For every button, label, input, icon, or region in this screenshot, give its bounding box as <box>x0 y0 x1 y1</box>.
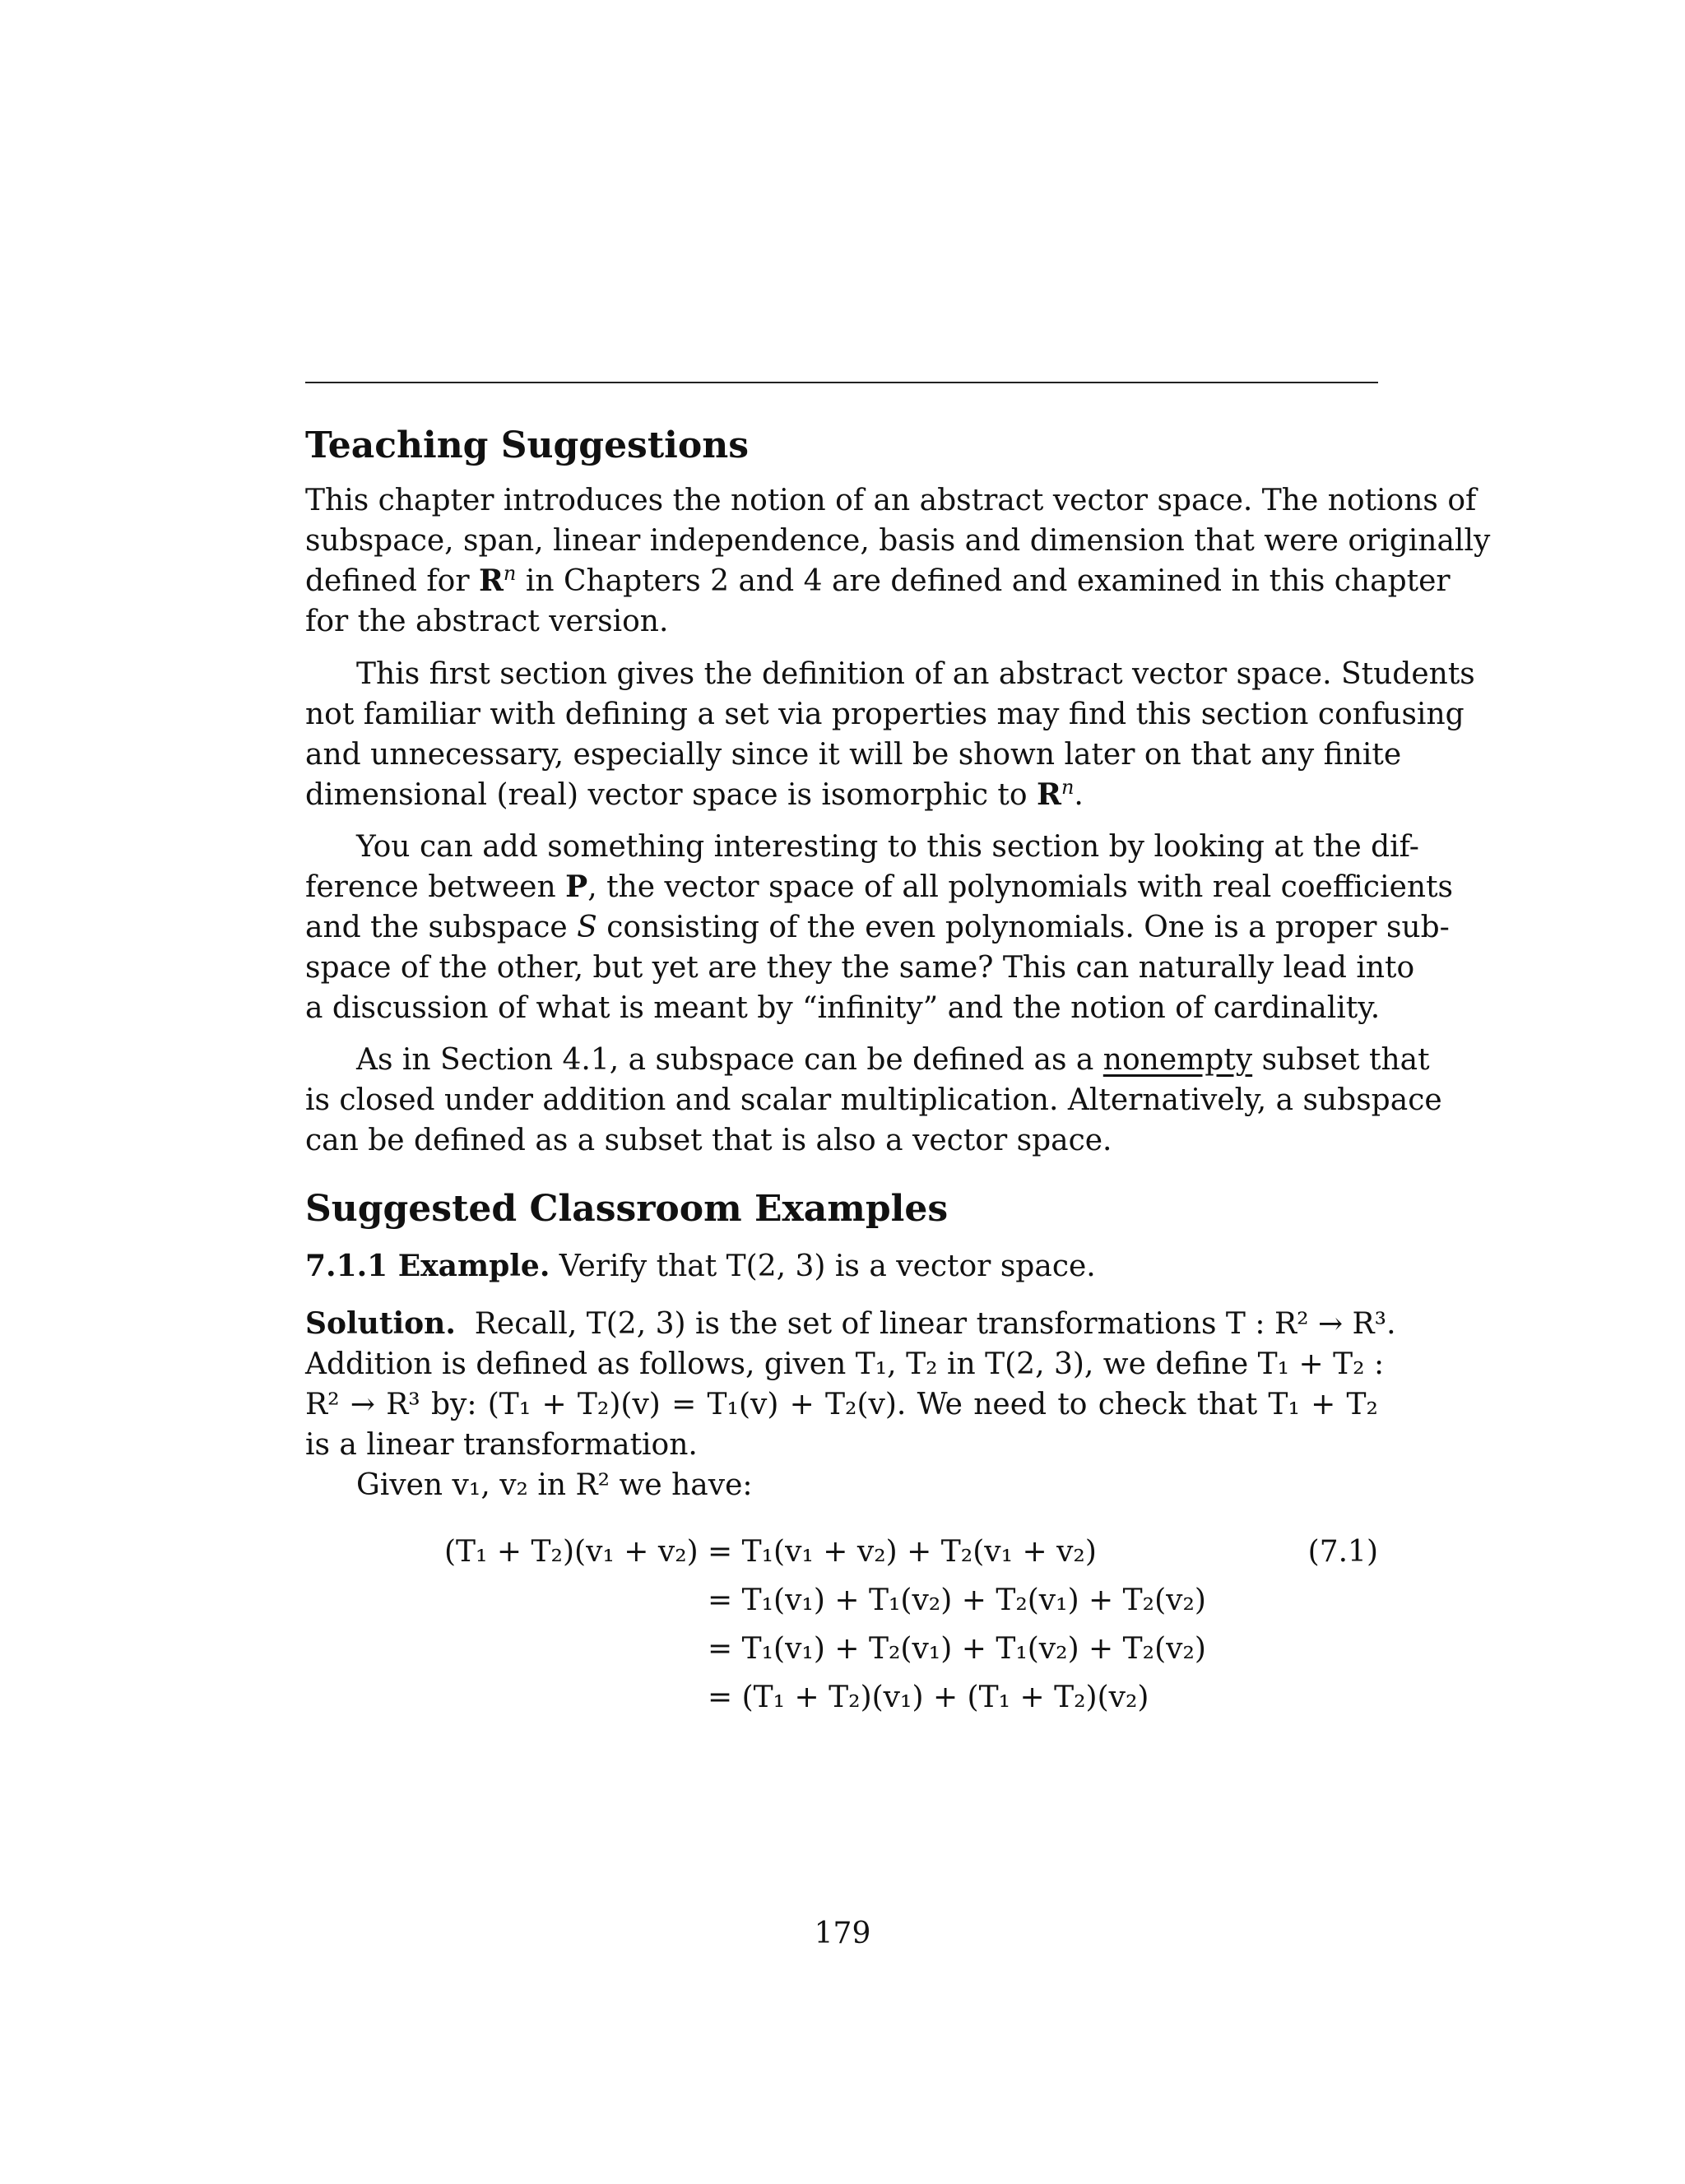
section-heading-teaching-suggestions: Teaching Suggestions <box>305 424 749 466</box>
text-line: subspace, span, linear independence, basis and dimension that were originally <box>305 524 1491 558</box>
top-rule <box>305 382 1378 383</box>
page-number: 179 <box>814 1917 871 1950</box>
equation-row: = T₁(v₁ + v₂) + T₂(v₁ + v₂) <box>708 1535 1097 1569</box>
text-line: As in Section 4.1, a subspace can be defined as a nonempty subset that <box>356 1043 1430 1077</box>
section-heading-classroom-examples: Suggested Classroom Examples <box>305 1188 949 1230</box>
paragraph-subspace <box>305 1040 1442 1161</box>
text-line: and the subspace S consisting of the even polynomials. One is a proper sub- <box>305 911 1450 944</box>
text-line: dimensional (real) vector space is isomorphic to $R^n$. <box>305 776 1084 812</box>
text-line: You can add something interesting to this section by looking at the dif- <box>356 830 1419 864</box>
text-line: space of the other, but yet are they the same? This can naturally lead into <box>305 951 1415 985</box>
text-line: Addition is defined as follows, given T₁, T₂ in T(2, 3), we define T₁ + T₂ : <box>305 1347 1385 1381</box>
text-line: R² → R³ by: (T₁ + T₂)(v) = T₁(v) + T₂(v). We need to check that T₁ + T₂ <box>305 1388 1378 1421</box>
paragraph-definition <box>305 654 1475 815</box>
text-line: is a linear transformation. <box>305 1428 698 1462</box>
text-line: a discussion of what is meant by “infinity” and the notion of cardinality. <box>305 991 1381 1025</box>
equation-row: = T₁(v₁) + T₁(v₂) + T₂(v₁) + T₂(v₂) <box>708 1584 1206 1617</box>
text-line: This chapter introduces the notion of an abstract vector space. The notions of <box>305 484 1477 517</box>
text-line: and unnecessary, especially since it will be shown later on that any finite <box>305 738 1402 772</box>
paragraph-polynomials <box>305 827 1454 1028</box>
example-statement <box>305 1246 1378 1287</box>
equation-number: (7.1) <box>1307 1535 1378 1569</box>
text-line: defined for $R^n$ in Chapters 2 and 4 are defined and examined in this chapter <box>305 562 1451 598</box>
equation-lhs: (T₁ + T₂)(v₁ + v₂) <box>444 1535 699 1569</box>
solution-label: Solution. <box>305 1306 456 1341</box>
text-line: Recall, T(2, 3) is the set of linear transformations T : R² → R³. <box>474 1307 1396 1341</box>
paragraph-intro <box>305 480 1491 642</box>
solution-paragraph <box>305 1304 1396 1505</box>
text-line: not familiar with defining a set via properties may find this section confusing <box>305 698 1465 731</box>
equation-row: = T₁(v₁) + T₂(v₁) + T₁(v₂) + T₂(v₂) <box>708 1632 1206 1666</box>
text-line: Given v₁, v₂ in R² we have: <box>356 1468 753 1502</box>
underlined-nonempty: nonempty <box>1102 1043 1253 1077</box>
example-label: 7.1.1 Example. <box>305 1249 550 1283</box>
example-text: Verify that T(2, 3) is a vector space. <box>550 1250 1096 1283</box>
equation-row: = (T₁ + T₂)(v₁) + (T₁ + T₂)(v₂) <box>708 1681 1149 1714</box>
text-line: can be defined as a subset that is also a vector space. <box>305 1124 1112 1157</box>
text-line: ference between P, the vector space of all polynomials with real coefficients <box>305 869 1454 904</box>
text-line: for the abstract version. <box>305 605 669 638</box>
text-line: This first section gives the definition of an abstract vector space. Students <box>356 657 1475 691</box>
text-line: is closed under addition and scalar multiplication. Alternatively, a subspace <box>305 1083 1442 1117</box>
